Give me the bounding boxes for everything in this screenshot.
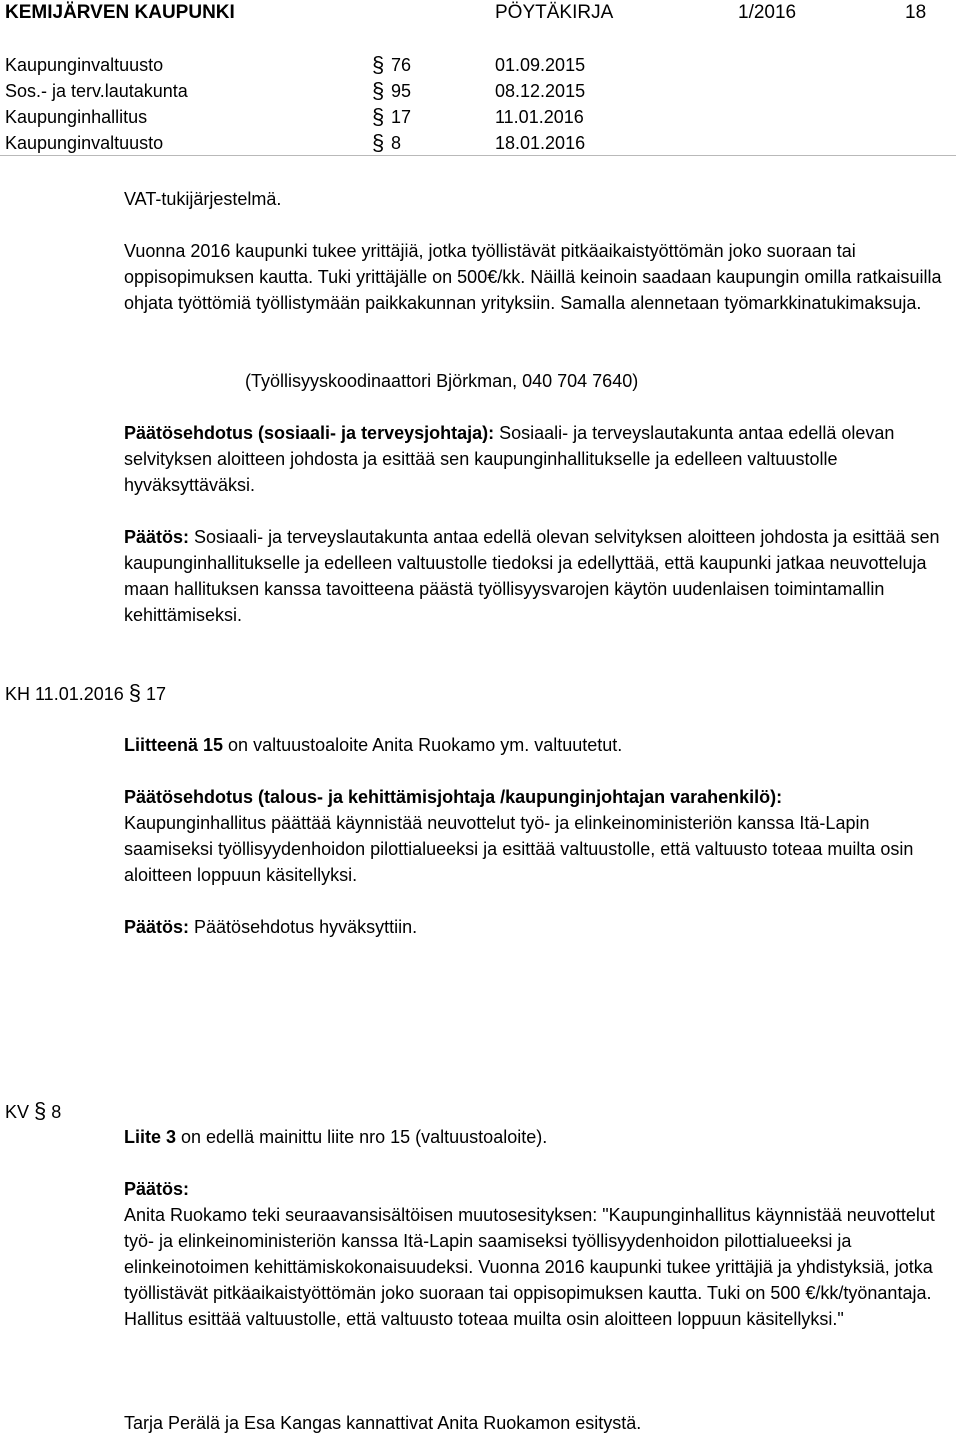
kv-decision-label: Päätös: xyxy=(124,1179,190,1199)
kh-attachment-label: Liitteenä 15 xyxy=(124,735,224,755)
history-body: Kaupunginvaltuusto xyxy=(5,133,164,153)
history-body: Sos.- ja terv.lautakunta xyxy=(5,81,188,101)
history-number: 76 xyxy=(391,55,412,75)
intro-text: Vuonna 2016 kaupunki tukee yrittäjiä, jotka työllistävät pitkäaikaistyöttömän joko suoraan tai oppisopimuksen kautta. Tuki yrittäjälle on 500€/kk. Näillä keinoin saadaan kaupungin omilla ratkaisuilla ohjata työttömiä työllistymään paikkakunnan yrityksiin. Samalla alennetaan työmarkkinatukimaksuja. xyxy=(124,241,942,313)
history-body: Kaupunginhallitus xyxy=(5,107,148,127)
history-date: 18.01.2016 xyxy=(495,133,586,153)
kv-attachment xyxy=(124,1124,954,1150)
kh-decision-text: Päätösehdotus hyväksyttiin. xyxy=(189,917,418,937)
section-sign-icon: § xyxy=(372,130,385,155)
kv-attachment-text: on edellä mainittu liite nro 15 (valtuustoaloite). xyxy=(176,1127,548,1147)
kv-heading xyxy=(5,1098,61,1125)
kh-proposal-text: Kaupunginhallitus päättää käynnistää neuvottelut työ- ja elinkeinoministeriön kanssa Itä-Lapin saamiseksi työllisyydenhoidon pilottialueeksi ja esittää valtuustolle, että valtuusto toteaa muilta osin aloitteen loppuun käsitellyksi. xyxy=(124,813,914,885)
kv-decision xyxy=(124,1176,954,1332)
sos-proposal-paragraph xyxy=(124,420,954,498)
document-type: PÖYTÄKIRJA xyxy=(495,2,614,23)
sos-decision-text: Sosiaali- ja terveyslautakunta antaa edellä olevan selvityksen aloitteen johdosta ja esittää sen kaupunginhallitukselle ja edelleen valtuustolle tiedoksi ja edellyttää, että kaupunki jatkaa neuvotteluja maan hallituksen kanssa tavoitteena päästä työllisyysvarojen käytön uudenlaisen toimintamallin kehittämiseksi. xyxy=(124,527,940,625)
kv-decision-text: Anita Ruokamo teki seuraavansisältöisen muutosesityksen: "Kaupunginhallitus käynnistää neuvottelut työ- ja elinkeinoministeriön kanssa Itä-Lapin saamiseksi työllisyydenhoidon pilottialueeksi ja elinkeinotoimen kehittämiskokonaisuudeksi. Vuonna 2016 kaupunki tukee yrittäjiä ja yhdistyksiä, jotka työllistävät pitkäaikaistyöttömän joko suoraan tai oppisopimuksen kautta. Tuki on 500 €/kk/työnantaja. xyxy=(124,1205,935,1303)
kh-attachment-paragraph xyxy=(124,732,954,758)
kv-attachment-label: Liite 3 xyxy=(124,1127,177,1147)
section-sign-icon: § xyxy=(128,680,142,705)
kh-attachment-text: on valtuustoaloite Anita Ruokamo ym. valtuutetut. xyxy=(223,735,623,755)
document-number: 1/2016 xyxy=(738,2,797,23)
kh-heading-prefix: KH 11.01.2016 xyxy=(5,684,124,704)
subject-title: VAT-tukijärjestelmä. xyxy=(124,189,282,209)
history-date: 01.09.2015 xyxy=(495,55,586,75)
sos-proposal xyxy=(124,420,954,498)
kv-heading-prefix: KV xyxy=(5,1102,30,1122)
sos-decision-paragraph xyxy=(124,524,954,628)
kh-proposal-label: Päätösehdotus (talous- ja kehittämisjohtaja /kaupunginjohtajan varahenkilö): xyxy=(124,787,783,807)
history-date: 08.12.2015 xyxy=(495,81,586,101)
section-sign-icon: § xyxy=(372,104,385,129)
page-number: 18 xyxy=(905,2,927,23)
section-sign-icon: § xyxy=(372,52,385,77)
kh-decision xyxy=(124,914,954,940)
kh-decision-paragraph xyxy=(124,914,954,940)
kv-decision-text-2: Hallitus esittää valtuustolle, että valtuusto toteaa muilta osin aloitteen loppuun käsitellyksi." xyxy=(124,1309,844,1329)
history-number: 17 xyxy=(391,107,412,127)
history-body: Kaupunginvaltuusto xyxy=(5,55,164,75)
kh-proposal xyxy=(124,784,954,888)
sos-decision xyxy=(124,524,954,628)
header-divider xyxy=(0,155,956,156)
kv-support-text: Tarja Perälä ja Esa Kangas kannattivat Anita Ruokamon esitystä. xyxy=(124,1413,642,1433)
sos-proposal-text: Sosiaali- ja terveyslautakunta antaa edellä olevan selvityksen aloitteen johdosta ja esittää sen kaupunginhallitukselle ja edelleen valtuustolle hyväksyttäväksi. xyxy=(124,423,895,495)
sos-decision-label: Päätös: xyxy=(124,527,190,547)
document-org: KEMIJÄRVEN KAUPUNKI xyxy=(5,2,235,23)
history-number: 8 xyxy=(391,133,402,153)
kh-heading xyxy=(5,680,166,707)
contact-line: (Työllisyyskoodinaattori Björkman, 040 704 7640) xyxy=(245,371,639,391)
kv-attachment-paragraph xyxy=(124,1124,954,1150)
kh-attachment xyxy=(124,732,954,758)
kh-heading-number: 17 xyxy=(146,684,167,704)
section-sign-icon: § xyxy=(34,1098,47,1123)
history-date: 11.01.2016 xyxy=(495,107,584,127)
kh-decision-label: Päätös: xyxy=(124,917,190,937)
intro-paragraph xyxy=(124,238,954,316)
sos-proposal-label: Päätösehdotus (sosiaali- ja terveysjohtaja): xyxy=(124,423,495,443)
history-number: 95 xyxy=(391,81,412,101)
kv-heading-number: 8 xyxy=(51,1102,62,1122)
section-sign-icon: § xyxy=(372,78,385,103)
